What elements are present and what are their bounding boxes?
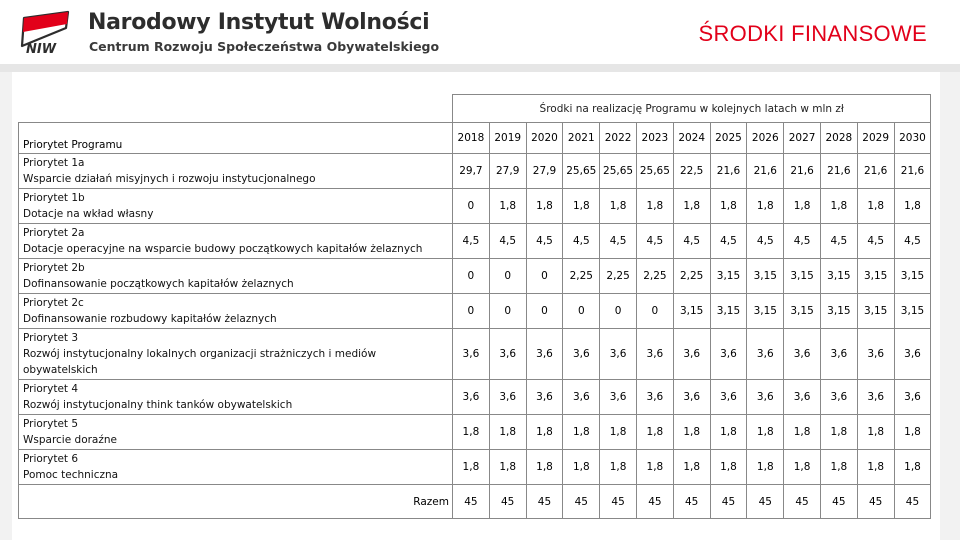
table-year-header-row — [19, 123, 931, 154]
header-divider — [0, 64, 960, 72]
value-cell: 0 — [489, 259, 526, 294]
value-cell: 3,6 — [636, 380, 673, 415]
value-cell: 3,6 — [784, 380, 821, 415]
value-cell: 3,6 — [673, 329, 710, 380]
value-cell: 4,5 — [710, 224, 747, 259]
value-cell: 1,8 — [710, 415, 747, 450]
value-cell: 0 — [636, 294, 673, 329]
value-cell: 1,8 — [453, 415, 490, 450]
priority-title: Priorytet 6 — [23, 453, 79, 465]
total-value-cell: 45 — [453, 485, 490, 519]
table-corner-cell — [19, 95, 453, 123]
priority-label-cell — [19, 294, 453, 329]
value-cell: 1,8 — [489, 189, 526, 224]
value-cell: 3,6 — [526, 380, 563, 415]
year-header: 2018 — [453, 123, 490, 154]
value-cell: 3,15 — [857, 259, 894, 294]
value-cell: 3,6 — [453, 380, 490, 415]
value-cell: 25,65 — [636, 154, 673, 189]
value-cell: 3,15 — [820, 294, 857, 329]
priority-description: Dotacje na wkład własny — [23, 208, 154, 220]
value-cell: 3,15 — [894, 259, 931, 294]
total-value-cell: 45 — [747, 485, 784, 519]
value-cell: 3,6 — [600, 380, 637, 415]
priority-description: Wsparcie działań misyjnych i rozwoju instytucjonalnego — [23, 173, 316, 185]
value-cell: 4,5 — [563, 224, 600, 259]
value-cell: 3,6 — [489, 380, 526, 415]
value-cell: 1,8 — [563, 415, 600, 450]
priority-title: Priorytet 4 — [23, 383, 79, 395]
value-cell: 1,8 — [784, 450, 821, 485]
value-cell: 3,15 — [784, 294, 821, 329]
value-cell: 1,8 — [600, 450, 637, 485]
priority-description: Pomoc techniczna — [23, 469, 119, 481]
value-cell: 1,8 — [894, 189, 931, 224]
value-cell: 3,15 — [747, 294, 784, 329]
value-cell: 27,9 — [489, 154, 526, 189]
value-cell: 1,8 — [489, 415, 526, 450]
year-header: 2021 — [563, 123, 600, 154]
value-cell: 1,8 — [600, 415, 637, 450]
value-cell: 3,15 — [710, 259, 747, 294]
value-cell: 27,9 — [526, 154, 563, 189]
value-cell: 1,8 — [784, 189, 821, 224]
value-cell: 4,5 — [636, 224, 673, 259]
value-cell: 1,8 — [747, 189, 784, 224]
total-value-cell: 45 — [673, 485, 710, 519]
value-cell: 29,7 — [453, 154, 490, 189]
value-cell: 4,5 — [857, 224, 894, 259]
priority-title: Priorytet 3 — [23, 332, 79, 344]
value-cell: 4,5 — [526, 224, 563, 259]
label-column-header: Priorytet Programu — [19, 123, 453, 154]
value-cell: 3,6 — [710, 380, 747, 415]
priority-title: Priorytet 1b — [23, 192, 85, 204]
value-cell: 1,8 — [857, 189, 894, 224]
year-header: 2023 — [636, 123, 673, 154]
year-header: 2029 — [857, 123, 894, 154]
priority-description: Dofinansowanie początkowych kapitałów żelaznych — [23, 278, 294, 290]
table-row — [19, 154, 931, 189]
brand-subtitle: Centrum Rozwoju Społeczeństwa Obywatelskiego — [89, 39, 440, 54]
value-cell: 22,5 — [673, 154, 710, 189]
value-cell: 1,8 — [673, 450, 710, 485]
value-cell: 1,8 — [747, 415, 784, 450]
total-value-cell: 45 — [784, 485, 821, 519]
value-cell: 3,6 — [526, 329, 563, 380]
value-cell: 3,6 — [857, 329, 894, 380]
value-cell: 1,8 — [784, 415, 821, 450]
value-cell: 1,8 — [894, 415, 931, 450]
priority-title: Priorytet 2b — [23, 262, 85, 274]
header — [0, 0, 960, 64]
value-cell: 3,6 — [894, 329, 931, 380]
value-cell: 21,6 — [820, 154, 857, 189]
value-cell: 1,8 — [636, 450, 673, 485]
total-value-cell: 45 — [894, 485, 931, 519]
value-cell: 1,8 — [526, 450, 563, 485]
value-cell: 1,8 — [820, 415, 857, 450]
value-cell: 3,6 — [710, 329, 747, 380]
value-cell: 4,5 — [784, 224, 821, 259]
value-cell: 3,15 — [820, 259, 857, 294]
value-cell: 1,8 — [857, 415, 894, 450]
value-cell: 21,6 — [747, 154, 784, 189]
logo-text: NIW — [26, 42, 57, 56]
value-cell: 0 — [600, 294, 637, 329]
table-row — [19, 380, 931, 415]
year-header: 2026 — [747, 123, 784, 154]
value-cell: 3,15 — [673, 294, 710, 329]
value-cell: 0 — [489, 294, 526, 329]
funding-table-wrapper — [18, 94, 931, 508]
value-cell: 1,8 — [710, 450, 747, 485]
value-cell: 3,6 — [453, 329, 490, 380]
value-cell: 1,8 — [563, 189, 600, 224]
table-row — [19, 415, 931, 450]
total-value-cell: 45 — [820, 485, 857, 519]
value-cell: 4,5 — [489, 224, 526, 259]
value-cell: 3,6 — [784, 329, 821, 380]
priority-description: Rozwój instytucjonalny lokalnych organizacji strażniczych i mediów obywatelskich — [23, 348, 377, 376]
total-value-cell: 45 — [489, 485, 526, 519]
value-cell: 25,65 — [563, 154, 600, 189]
table-super-header: Środki na realizację Programu w kolejnych latach w mln zł — [453, 95, 931, 123]
value-cell: 3,6 — [820, 380, 857, 415]
value-cell: 1,8 — [747, 450, 784, 485]
value-cell: 3,15 — [784, 259, 821, 294]
total-label: Razem — [19, 485, 453, 519]
value-cell: 1,8 — [894, 450, 931, 485]
table-row — [19, 259, 931, 294]
value-cell: 4,5 — [747, 224, 784, 259]
value-cell: 3,6 — [563, 380, 600, 415]
priority-label-cell — [19, 189, 453, 224]
priority-title: Priorytet 2c — [23, 297, 84, 309]
funding-table — [18, 94, 931, 519]
priority-description: Dofinansowanie rozbudowy kapitałów żelaznych — [23, 313, 277, 325]
value-cell: 0 — [563, 294, 600, 329]
brand-name: Narodowy Instytut Wolności — [88, 10, 430, 35]
value-cell: 21,6 — [857, 154, 894, 189]
year-header: 2019 — [489, 123, 526, 154]
priority-label-cell — [19, 259, 453, 294]
priority-label-cell — [19, 415, 453, 450]
year-header: 2022 — [600, 123, 637, 154]
table-row — [19, 224, 931, 259]
total-value-cell: 45 — [857, 485, 894, 519]
year-header: 2027 — [784, 123, 821, 154]
value-cell: 3,6 — [673, 380, 710, 415]
value-cell: 3,6 — [747, 380, 784, 415]
value-cell: 2,25 — [563, 259, 600, 294]
value-cell: 25,65 — [600, 154, 637, 189]
year-header: 2020 — [526, 123, 563, 154]
value-cell: 3,6 — [820, 329, 857, 380]
priority-title: Priorytet 1a — [23, 157, 85, 169]
total-value-cell: 45 — [636, 485, 673, 519]
total-row — [19, 485, 931, 519]
value-cell: 3,15 — [894, 294, 931, 329]
value-cell: 3,6 — [747, 329, 784, 380]
value-cell: 0 — [453, 294, 490, 329]
value-cell: 4,5 — [600, 224, 637, 259]
total-value-cell: 45 — [563, 485, 600, 519]
year-header: 2024 — [673, 123, 710, 154]
priority-label-cell — [19, 224, 453, 259]
value-cell: 3,6 — [489, 329, 526, 380]
priority-title: Priorytet 2a — [23, 227, 85, 239]
value-cell: 3,6 — [857, 380, 894, 415]
value-cell: 1,8 — [820, 189, 857, 224]
priority-description: Dotacje operacyjne na wsparcie budowy początkowych kapitałów żelaznych — [23, 243, 423, 255]
value-cell: 3,6 — [600, 329, 637, 380]
value-cell: 3,15 — [710, 294, 747, 329]
value-cell: 3,6 — [636, 329, 673, 380]
value-cell: 21,6 — [710, 154, 747, 189]
value-cell: 1,8 — [857, 450, 894, 485]
value-cell: 3,15 — [747, 259, 784, 294]
value-cell: 4,5 — [453, 224, 490, 259]
value-cell: 4,5 — [820, 224, 857, 259]
value-cell: 3,15 — [857, 294, 894, 329]
year-header: 2025 — [710, 123, 747, 154]
table-row — [19, 450, 931, 485]
total-value-cell: 45 — [526, 485, 563, 519]
value-cell: 1,8 — [453, 450, 490, 485]
priority-label-cell — [19, 380, 453, 415]
value-cell: 2,25 — [600, 259, 637, 294]
total-value-cell: 45 — [600, 485, 637, 519]
value-cell: 2,25 — [673, 259, 710, 294]
value-cell: 1,8 — [563, 450, 600, 485]
value-cell: 1,8 — [636, 415, 673, 450]
page-title: ŚRODKI FINANSOWE — [698, 21, 927, 46]
value-cell: 4,5 — [673, 224, 710, 259]
value-cell: 1,8 — [673, 189, 710, 224]
priority-label-cell — [19, 154, 453, 189]
left-margin-band — [0, 72, 12, 540]
value-cell: 3,6 — [563, 329, 600, 380]
value-cell: 1,8 — [600, 189, 637, 224]
value-cell: 21,6 — [784, 154, 821, 189]
value-cell: 1,8 — [526, 189, 563, 224]
year-header: 2028 — [820, 123, 857, 154]
priority-description: Wsparcie doraźne — [23, 434, 117, 446]
right-margin-band — [940, 72, 960, 540]
value-cell: 2,25 — [636, 259, 673, 294]
value-cell: 0 — [453, 189, 490, 224]
value-cell: 1,8 — [489, 450, 526, 485]
priority-label-cell — [19, 329, 453, 380]
priority-title: Priorytet 5 — [23, 418, 79, 430]
value-cell: 21,6 — [894, 154, 931, 189]
value-cell: 4,5 — [894, 224, 931, 259]
value-cell: 0 — [526, 294, 563, 329]
table-row — [19, 189, 931, 224]
value-cell: 1,8 — [820, 450, 857, 485]
value-cell: 0 — [453, 259, 490, 294]
value-cell: 1,8 — [673, 415, 710, 450]
total-value-cell: 45 — [710, 485, 747, 519]
year-header: 2030 — [894, 123, 931, 154]
value-cell: 0 — [526, 259, 563, 294]
value-cell: 1,8 — [636, 189, 673, 224]
priority-label-cell — [19, 450, 453, 485]
table-row — [19, 329, 931, 380]
table-row — [19, 294, 931, 329]
value-cell: 1,8 — [710, 189, 747, 224]
priority-description: Rozwój instytucjonalny think tanków obywatelskich — [23, 399, 293, 411]
table-super-header-row — [19, 95, 931, 123]
value-cell: 1,8 — [526, 415, 563, 450]
value-cell: 3,6 — [894, 380, 931, 415]
niw-logo-icon — [16, 10, 72, 56]
